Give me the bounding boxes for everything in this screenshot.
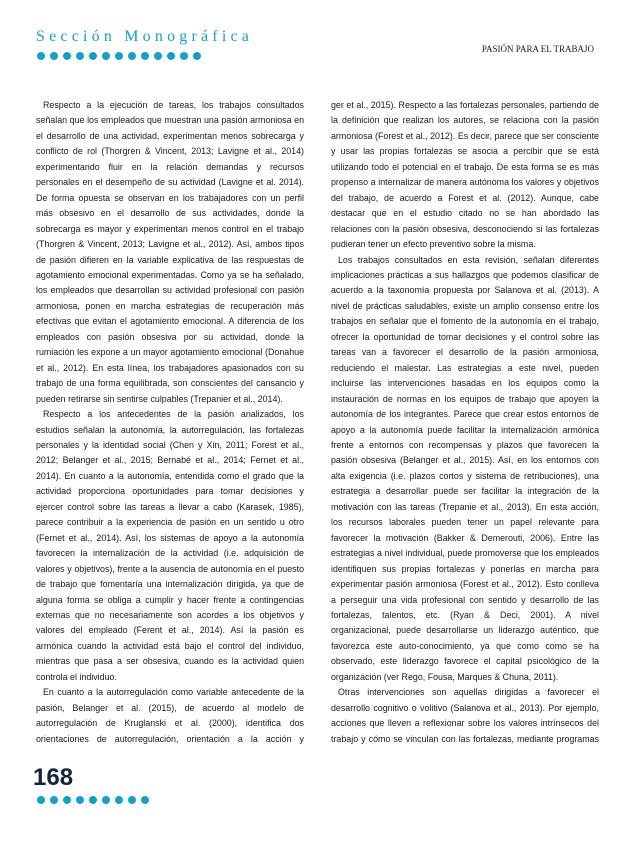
- decorative-dot: [63, 796, 71, 804]
- decorative-dot: [89, 52, 97, 60]
- paragraph: En cuanto a la autorregulación como variable antecedente de la pasión, Belanger et al. (2015), de acuerdo al modelo de autorregulación de Kruglanski et al. (2000), identifica dos orientaciones de autorregulación, orientación a la acción y: [36, 687, 304, 744]
- decorative-dot: [76, 796, 84, 804]
- decorative-dot: [50, 796, 58, 804]
- decorative-dot: [141, 52, 149, 60]
- decorative-dot: [89, 796, 97, 804]
- decorative-dot: [115, 796, 123, 804]
- decorative-dot: [63, 52, 71, 60]
- decorative-dot: [102, 52, 110, 60]
- running-title: PASIÓN PARA EL TRABAJO: [481, 44, 594, 54]
- decorative-dot: [167, 52, 175, 60]
- decorative-dot: [37, 796, 45, 804]
- decorative-dot: [180, 52, 188, 60]
- decorative-dot: [128, 796, 136, 804]
- header-dot-row: [37, 52, 201, 60]
- section-title: Sección Monográfica: [36, 28, 254, 45]
- right-column: [331, 98, 599, 744]
- decorative-dot: [76, 52, 84, 60]
- decorative-dot: [37, 52, 45, 60]
- paragraph: Los trabajos consultados en esta revisión, señalan diferentes implicaciones prácticas a sus hallazgos que podemos clasificar de acuerdo a la taxonomía propuesta por Salanova et al. (2013). A nivel de prácticas saludables, existe un amplio consenso entre los trabajos en señalar que el fomento de la autonomía en el trabajo, ofrecer la oportunidad de tomar decisiones y el control sobre las tareas van a favorecer el desarrollo de la pasión armoniosa, reduciendo el malestar. Las estrategias a este nivel, pueden incluirse las intervenciones basadas en los equipos como la instauración de normas en los equipos de trabajo que apoyen la autonomía de los integrantes. Parece que crear estos entornos de apoyo a la autonomía puede facilitar la internalización armónica frente a entornos con recompensas y plazos que favorecen la pasión obsesiva (Belanger et al., 2015). Así, en los entornos con alta exigencia (i.e. plazos cortos y sistema de retribuciones), una estrategia a desarrollar puede ser facilitar la integración de la motivación con las tareas (Trepanie et al., 2013). En esta acción, los recursos laborales pueden tener un papel relevante para favorecer la motivación (Bakker & Demerouti, 2006). Entre las estrategias a nivel individual, puede promoverse que los empleados identifiquen sus propias fortalezas y ponerlas en marcha para experimentar pasión armoniosa (Forest et al., 2012). Esto conlleva a perseguir una vida profesional con sentido y desarrollo de las fortalezas, talentos, etc. (Ryan & Deci, 2001). A nivel organizacional, puede desarrollarse un liderazgo auténtico, que favorezca este auto-conocimiento, ya que como como se ha observado, este liderazgo favorece el capital psicológico de la organización (ver Rego, Fousa, Marques & Chuna, 2011).: [331, 254, 599, 682]
- decorative-dot: [193, 52, 201, 60]
- paragraph-continued: ger et al., 2015). Respecto a las fortalezas personales, partiendo de la definición que realizan los autores, se relaciona con la pasión armoniosa (Forest et al., 2012). Es decir, parece que ser consciente y usar las propias fortalezas se asocia a percibir que se está utilizando todo el potencial en el trabajo. De esta forma se es más propenso a internalizar de manera autónoma los valores y objetivos del trabajo, de acuerdo a Forest et al. (2012). Aunque, cabe destacar que en el estudio citado no se han abordado las relaciones con la pasión obsesiva, desconociendo si las fortalezas pudieran tener un efecto preventivo sobre la misma.: [331, 100, 599, 250]
- page-number: 168: [33, 764, 74, 791]
- decorative-dot: [128, 52, 136, 60]
- decorative-dot: [50, 52, 58, 60]
- decorative-dot: [115, 52, 123, 60]
- left-column: [36, 98, 304, 744]
- paragraph: Respecto a la ejecución de tareas, los trabajos consultados señalan que los empleados que muestran una pasión armoniosa en el desarrollo de una actividad, experimentan menos sobrecarga y conflicto de rol (Thorgren & Vincent, 2013; Lavigne et al., 2014) experimentando fluir en la relación demandas y recursos personales en el desempeño de su actividad (Lavigne et al. 2014). De forma opuesta se observan en los trabajadores con un perfil más obsesivo en el desarrollo de sus actividades, donde la sobrecarga es mayor y experimentan menos control en el trabajo (Thorgren & Vincent, 2013; Lavigne et al., 2012). Así, ambos tipos de pasión difieren en la variable explicativa de las respuestas de agotamiento emocional experimentadas. Como ya se ha señalado, los empleados que desarrollan su actividad profesional con pasión armoniosa, ponen en marcha estrategias de recuperación más efectivas que evitan el agotamiento emocional. A diferencia de los empleados con pasión obsesiva por su actividad, donde la rumiación les expone a un mayor agotamiento emocional (Donahue et al., 2012). En esta línea, los trabajadores apasionados con su trabajo de una forma equilibrada, son conscientes del cansancio y pueden retirarse sin sentirse culpables (Trepanier et al., 2014).: [36, 100, 304, 404]
- paragraph: Respecto a los antecedentes de la pasión analizados, los estudios señalan la autonomía, la autorregulación, las fortalezas personales y la identidad social (Chen y Xin, 2011; Forest et al., 2012; Belanger et al., 2015; Bernabé et al., 2014; Fernet et al., 2014). En cuanto a la autonomía, entendida como el grado que la actividad proporciona oportunidades para tomar decisiones y ejercer control sobre las tareas a llevar a cabo (Karasek, 1985), parece contribuir a la experiencia de pasión en un sentido u otro (Fernet et al., 2014). Así, los sistemas de apoyo a la autonomía favorecen la internalización de la actividad (i.e. adquisición de valores y objetivos), frente a la ausencia de autonomía en el puesto de trabajo que fomentaría una internalización dirigida, ya que de alguna forma se obliga a cumplir y hacer frente a contingencias externas que no necesariamente son acordes a los objetivos y valores del empleado (Ferent et al., 2014). Así la pasión es armónica cuando la actividad está bajo el control del individuo, mientras que pasa a ser obsesiva, cuando es la actividad quien controla el individuo.: [36, 409, 304, 682]
- decorative-dot: [102, 796, 110, 804]
- footer-dot-row: [37, 796, 149, 804]
- paragraph: Otras intervenciones son aquellas dirigidas a favorecer el desarrollo cognitivo o volitivo (Salanova et al., 2013). Por ejemplo, acciones que lleven a reflexionar sobre los valores intrínsecos del trabajo y cómo se vinculan con las fortalezas, mediante programas: [331, 687, 599, 744]
- decorative-dot: [154, 52, 162, 60]
- decorative-dot: [141, 796, 149, 804]
